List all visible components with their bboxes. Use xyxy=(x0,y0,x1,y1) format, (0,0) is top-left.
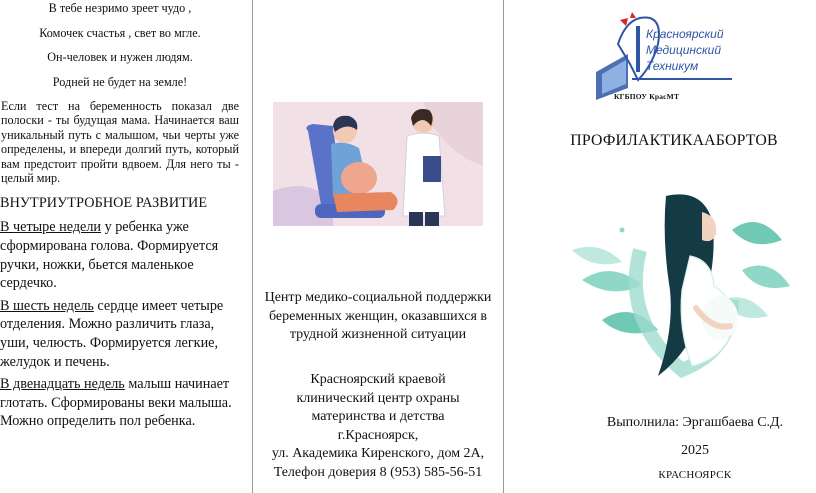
author-credit: Выполнила: Эргашбаева С.Д. xyxy=(606,415,784,430)
logo-line1: Красноярский xyxy=(646,27,724,41)
phone-line: Телефон доверия 8 (953) 585-56-51 xyxy=(273,464,483,480)
week-label: В шесть недель xyxy=(0,297,94,314)
poem-line: Комочек счастья , свет во мгле. xyxy=(39,25,201,40)
contact-line: клинический центр охраны xyxy=(296,390,460,406)
week-text: сердце имеет четыре отделения. Можно различить глаза, уши, челюсть. Формируется легкие, желудок и печень. xyxy=(0,297,224,370)
week-text: у ребенка уже сформирована голова. Формируется ручки, ножки, бьется маленькое сердечко. xyxy=(0,219,219,292)
college-logo xyxy=(588,4,736,104)
contact-line: г.Красноярск, xyxy=(337,427,419,443)
city: КРАСНОЯРСК xyxy=(658,469,732,481)
logo-line2: Медицинский xyxy=(646,43,721,57)
brochure-title: ПРОФИЛАКТИКААБОРТОВ xyxy=(570,132,778,149)
poem xyxy=(0,1,240,89)
week-paragraph xyxy=(0,297,240,371)
panel-left xyxy=(0,0,252,493)
contact-line: ул. Академика Киренского, дом 2А, xyxy=(271,446,485,462)
logo-line3: Техникум xyxy=(646,59,699,73)
poem-line: Родней не будет на земле! xyxy=(52,74,188,89)
section-title: ВНУТРИУТРОБНОЕ РАЗВИТИЕ xyxy=(0,195,208,212)
pregnant-woman-illustration xyxy=(562,190,794,382)
panel-middle xyxy=(253,0,503,493)
poem-line: В тебе незримо зреет чудо , xyxy=(48,1,192,15)
logo-abbreviation: КГБПОУ КрасМТ xyxy=(614,92,680,101)
panel-right xyxy=(504,0,816,493)
contact-line: материнства и детства xyxy=(311,409,445,425)
week-text: малыш начинает глотать. Сформированы веки малыша. Можно определить пол ребенка. xyxy=(0,376,232,430)
week-paragraph xyxy=(0,218,240,292)
poem-line: Он-человек и нужен людям. xyxy=(47,50,193,64)
center-description: Центр медико-социальной поддержки беременных женщин, оказавшихся в трудной жизненной ситуации xyxy=(264,290,492,343)
contact-line: Красноярский краевой xyxy=(310,372,446,387)
year: 2025 xyxy=(681,443,709,458)
week-label: В двенадцать недель xyxy=(0,376,125,393)
week-label: В четыре недели xyxy=(0,219,102,236)
week-paragraph xyxy=(0,375,240,431)
doctor-patient-illustration xyxy=(273,96,483,229)
intro-text: Если тест на беременность показал две полоски - ты будущая мама. Начинается ваш уникальный путь с малышом, чьи черты уже определены, и впереди долгий путь, который вам предстоит пройти вдвоем. Для него ты - целый мир. xyxy=(1,99,239,186)
contact-block xyxy=(253,371,503,483)
